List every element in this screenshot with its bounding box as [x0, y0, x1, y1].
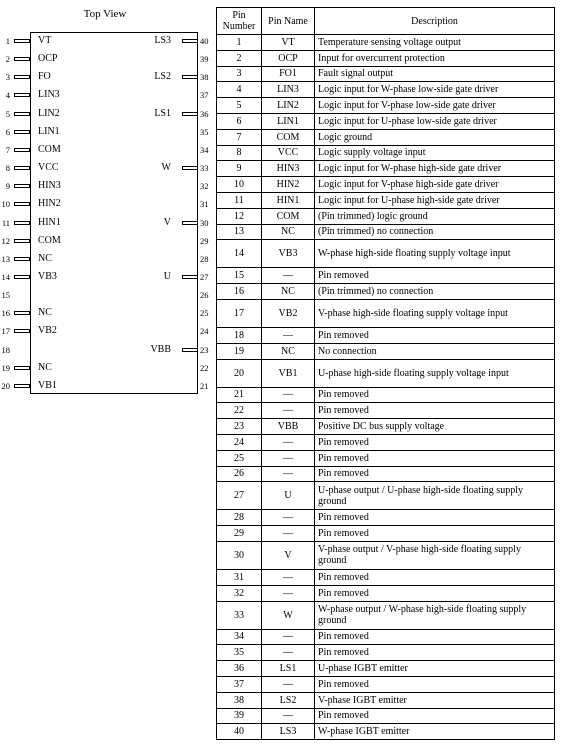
- cell-pin-name: NC: [262, 224, 315, 240]
- cell-pin-number: 31: [217, 569, 262, 585]
- cell-description: W-phase output / W-phase high-side floating supply ground: [315, 601, 555, 629]
- package-diagram: [0, 0, 215, 400]
- right-pin: [0, 272, 215, 284]
- pin-label: LIN3: [38, 89, 60, 101]
- cell-description: V-phase IGBT emitter: [315, 692, 555, 708]
- cell-pin-number: 39: [217, 708, 262, 724]
- cell-pin-number: 19: [217, 343, 262, 359]
- cell-pin-number: 14: [217, 240, 262, 268]
- cell-pin-number: 2: [217, 50, 262, 66]
- pin-number: 39: [200, 54, 209, 65]
- pin-label: COM: [38, 143, 61, 155]
- cell-pin-number: 20: [217, 359, 262, 387]
- pin-number: 20: [1, 380, 10, 391]
- cell-pin-number: 26: [217, 466, 262, 482]
- cell-pin-number: 1: [217, 35, 262, 51]
- pin-label: COM: [38, 234, 61, 246]
- cell-pin-name: LIN2: [262, 98, 315, 114]
- pin-number: 13: [1, 253, 10, 264]
- cell-description: Logic input for W-phase high-side gate driver: [315, 161, 555, 177]
- cell-description: V-phase high-side floating supply voltage input: [315, 299, 555, 327]
- pin-label: W: [161, 162, 171, 173]
- pin-label: LS3: [154, 35, 171, 46]
- table-row: [217, 569, 555, 585]
- pin-table-header-row: [217, 8, 555, 35]
- table-row: [217, 359, 555, 387]
- pin-label: NC: [38, 252, 52, 264]
- pin-label: U: [163, 270, 171, 282]
- table-row: [217, 526, 555, 542]
- cell-pin-number: 21: [217, 387, 262, 403]
- table-row: [217, 482, 555, 510]
- cell-pin-name: V: [262, 541, 315, 569]
- cell-pin-name: FO1: [262, 66, 315, 82]
- cell-description: U-phase IGBT emitter: [315, 661, 555, 677]
- cell-description: Input for overcurrent protection: [315, 50, 555, 66]
- cell-pin-number: 17: [217, 299, 262, 327]
- cell-description: Fault signal output: [315, 66, 555, 82]
- right-pin: [0, 36, 215, 48]
- table-row: [217, 268, 555, 284]
- cell-description: Pin removed: [315, 645, 555, 661]
- pin-lead: [182, 348, 198, 352]
- cell-pin-number: 5: [217, 98, 262, 114]
- pin-lead: [182, 166, 198, 170]
- cell-description: U-phase high-side floating supply voltage input: [315, 359, 555, 387]
- pin-number: 14: [1, 271, 10, 282]
- cell-pin-number: 38: [217, 692, 262, 708]
- pin-number: 28: [200, 253, 209, 264]
- cell-description: Logic input for V-phase high-side gate driver: [315, 177, 555, 193]
- cell-pin-name: —: [262, 403, 315, 419]
- table-row: [217, 510, 555, 526]
- cell-description: Pin removed: [315, 403, 555, 419]
- cell-description: Pin removed: [315, 510, 555, 526]
- cell-pin-number: 6: [217, 113, 262, 129]
- pin-number: 9: [5, 181, 10, 192]
- cell-description: Pin removed: [315, 708, 555, 724]
- pin-label: OCP: [38, 53, 58, 65]
- cell-pin-number: 11: [217, 192, 262, 208]
- cell-pin-number: 25: [217, 450, 262, 466]
- cell-pin-number: 24: [217, 434, 262, 450]
- cell-pin-name: VB3: [262, 240, 315, 268]
- cell-pin-name: —: [262, 466, 315, 482]
- pin-number: 21: [200, 380, 209, 391]
- cell-pin-name: LS3: [262, 724, 315, 740]
- pin-table-body: [217, 35, 555, 740]
- pin-label: HIN1: [38, 216, 61, 228]
- cell-description: (Pin trimmed) no connection: [315, 284, 555, 300]
- right-pin: [0, 109, 215, 121]
- table-row: [217, 208, 555, 224]
- pin-label: VB3: [38, 270, 57, 282]
- cell-pin-name: COM: [262, 208, 315, 224]
- cell-pin-name: W: [262, 601, 315, 629]
- table-row: [217, 661, 555, 677]
- pin-number: 4: [5, 90, 10, 101]
- pin-label: VCC: [38, 162, 59, 173]
- cell-pin-number: 16: [217, 284, 262, 300]
- table-row: [217, 98, 555, 114]
- pin-table: [216, 7, 555, 740]
- pin-label: VB2: [38, 325, 57, 337]
- right-pin: [0, 236, 215, 248]
- table-row: [217, 676, 555, 692]
- cell-description: Logic input for U-phase low-side gate driver: [315, 113, 555, 129]
- right-pin: [0, 54, 215, 66]
- pin-label: LS2: [154, 71, 171, 83]
- cell-pin-number: 22: [217, 403, 262, 419]
- cell-description: Logic input for V-phase low-side gate driver: [315, 98, 555, 114]
- pin-number: 3: [5, 72, 10, 83]
- pin-number: 19: [1, 362, 10, 373]
- pin-number: 25: [200, 308, 209, 319]
- pin-number: 35: [200, 126, 209, 137]
- cell-pin-name: OCP: [262, 50, 315, 66]
- cell-pin-name: NC: [262, 284, 315, 300]
- table-row: [217, 50, 555, 66]
- table-row: [217, 434, 555, 450]
- cell-pin-number: 9: [217, 161, 262, 177]
- pin-label: HIN3: [38, 180, 61, 192]
- pin-number: 29: [200, 235, 209, 246]
- pin-number: 11: [1, 217, 10, 228]
- table-row: [217, 692, 555, 708]
- pin-lead: [182, 39, 198, 43]
- pin-number: 33: [200, 163, 209, 173]
- cell-description: Pin removed: [315, 268, 555, 284]
- pin-number: 31: [200, 199, 209, 210]
- cell-pin-name: —: [262, 268, 315, 284]
- table-row: [217, 284, 555, 300]
- table-row: [217, 192, 555, 208]
- pin-number: 40: [200, 36, 209, 46]
- cell-pin-name: VCC: [262, 145, 315, 161]
- pin-lead: [182, 221, 198, 225]
- table-row: [217, 450, 555, 466]
- pin-number: 10: [1, 199, 10, 210]
- pin-number: 18: [1, 344, 10, 355]
- table-row: [217, 585, 555, 601]
- pin-number: 37: [200, 90, 209, 101]
- table-row: [217, 177, 555, 193]
- cell-description: V-phase output / V-phase high-side floating supply ground: [315, 541, 555, 569]
- cell-description: Pin removed: [315, 450, 555, 466]
- cell-pin-name: —: [262, 585, 315, 601]
- right-pin: [0, 90, 215, 102]
- pin-label: FO: [38, 71, 51, 83]
- pin-number: 26: [200, 290, 209, 301]
- pin-label: V: [163, 216, 171, 228]
- cell-pin-number: 23: [217, 419, 262, 435]
- cell-pin-name: VBB: [262, 419, 315, 435]
- cell-pin-name: —: [262, 645, 315, 661]
- right-pin: [0, 345, 215, 357]
- table-row: [217, 82, 555, 98]
- pin-number: 17: [1, 326, 10, 337]
- cell-description: Pin removed: [315, 327, 555, 343]
- cell-pin-name: LS2: [262, 692, 315, 708]
- right-pin: [0, 199, 215, 211]
- pin-label: LIN1: [38, 125, 60, 137]
- right-pin: [0, 181, 215, 193]
- table-row: [217, 113, 555, 129]
- cell-pin-name: —: [262, 629, 315, 645]
- pin-number: 34: [200, 144, 209, 155]
- header-description: Description: [315, 8, 555, 35]
- pin-number: 32: [200, 181, 209, 192]
- pin-number: 6: [5, 126, 10, 137]
- cell-pin-number: 13: [217, 224, 262, 240]
- pin-label: LIN2: [38, 107, 60, 119]
- cell-description: Pin removed: [315, 569, 555, 585]
- cell-description: W-phase IGBT emitter: [315, 724, 555, 740]
- header-pin-name: Pin Name: [262, 8, 315, 35]
- cell-pin-number: 32: [217, 585, 262, 601]
- pin-label: LS1: [154, 107, 171, 119]
- cell-description: Pin removed: [315, 629, 555, 645]
- cell-pin-number: 8: [217, 145, 262, 161]
- cell-description: Logic input for W-phase low-side gate driver: [315, 82, 555, 98]
- cell-description: Pin removed: [315, 466, 555, 482]
- table-row: [217, 601, 555, 629]
- cell-description: Logic input for U-phase high-side gate driver: [315, 192, 555, 208]
- pin-lead: [182, 112, 198, 116]
- cell-pin-name: —: [262, 676, 315, 692]
- cell-pin-name: VB1: [262, 359, 315, 387]
- pin-lead: [182, 75, 198, 79]
- table-row: [217, 145, 555, 161]
- cell-pin-number: 10: [217, 177, 262, 193]
- right-pin: [0, 381, 215, 393]
- right-pin: [0, 163, 215, 175]
- cell-pin-name: HIN2: [262, 177, 315, 193]
- pin-number: 27: [200, 271, 209, 282]
- cell-pin-number: 30: [217, 541, 262, 569]
- table-row: [217, 419, 555, 435]
- pin-number: 22: [200, 362, 209, 373]
- cell-description: Pin removed: [315, 676, 555, 692]
- table-row: [217, 327, 555, 343]
- table-row: [217, 224, 555, 240]
- table-row: [217, 161, 555, 177]
- cell-pin-number: 29: [217, 526, 262, 542]
- package-title: Top View: [83, 8, 127, 20]
- pin-number: 24: [200, 326, 209, 337]
- cell-pin-name: LS1: [262, 661, 315, 677]
- table-row: [217, 629, 555, 645]
- cell-pin-name: —: [262, 510, 315, 526]
- pin-number: 23: [200, 344, 209, 355]
- cell-pin-number: 28: [217, 510, 262, 526]
- pin-label: VB1: [38, 379, 57, 391]
- pin-number: 1: [5, 36, 10, 46]
- table-row: [217, 708, 555, 724]
- cell-pin-name: COM: [262, 129, 315, 145]
- pin-label: HIN2: [38, 198, 61, 210]
- cell-pin-number: 33: [217, 601, 262, 629]
- cell-pin-name: HIN1: [262, 192, 315, 208]
- table-row: [217, 724, 555, 740]
- pin-number: 15: [1, 290, 10, 301]
- cell-pin-name: VT: [262, 35, 315, 51]
- table-row: [217, 645, 555, 661]
- cell-pin-name: VB2: [262, 299, 315, 327]
- cell-pin-number: 3: [217, 66, 262, 82]
- cell-pin-name: —: [262, 708, 315, 724]
- table-row: [217, 240, 555, 268]
- cell-pin-name: —: [262, 327, 315, 343]
- cell-description: Pin removed: [315, 585, 555, 601]
- pin-number: 30: [200, 217, 209, 228]
- cell-description: Pin removed: [315, 387, 555, 403]
- cell-pin-name: —: [262, 434, 315, 450]
- right-pin: [0, 127, 215, 139]
- table-row: [217, 35, 555, 51]
- cell-pin-number: 34: [217, 629, 262, 645]
- cell-pin-number: 36: [217, 661, 262, 677]
- pin-number: 7: [5, 144, 10, 155]
- cell-pin-name: —: [262, 387, 315, 403]
- table-row: [217, 541, 555, 569]
- pin-number: 16: [1, 308, 10, 319]
- cell-description: No connection: [315, 343, 555, 359]
- cell-description: (Pin trimmed) no connection: [315, 224, 555, 240]
- cell-pin-number: 18: [217, 327, 262, 343]
- cell-pin-number: 15: [217, 268, 262, 284]
- cell-description: Logic supply voltage input: [315, 145, 555, 161]
- cell-description: W-phase high-side floating supply voltage input: [315, 240, 555, 268]
- table-row: [217, 299, 555, 327]
- right-pin: [0, 326, 215, 338]
- table-row: [217, 466, 555, 482]
- table-row: [217, 387, 555, 403]
- header-pin-number: Pin Number: [217, 8, 262, 35]
- cell-pin-name: —: [262, 450, 315, 466]
- cell-description: Pin removed: [315, 526, 555, 542]
- cell-pin-number: 40: [217, 724, 262, 740]
- pin-lead: [182, 275, 198, 279]
- cell-pin-number: 27: [217, 482, 262, 510]
- cell-pin-number: 37: [217, 676, 262, 692]
- cell-pin-name: U: [262, 482, 315, 510]
- cell-description: (Pin trimmed) logic ground: [315, 208, 555, 224]
- pin-number: 5: [5, 108, 10, 119]
- cell-pin-number: 35: [217, 645, 262, 661]
- cell-pin-name: NC: [262, 343, 315, 359]
- pin-number: 12: [1, 235, 10, 246]
- right-pin: [0, 145, 215, 157]
- pin-label: NC: [38, 361, 52, 373]
- cell-description: U-phase output / U-phase high-side floating supply ground: [315, 482, 555, 510]
- table-row: [217, 403, 555, 419]
- cell-pin-name: —: [262, 569, 315, 585]
- table-row: [217, 129, 555, 145]
- cell-pin-name: HIN3: [262, 161, 315, 177]
- right-pin: [0, 254, 215, 266]
- table-row: [217, 66, 555, 82]
- pin-number: 38: [200, 72, 209, 83]
- pin-number: 36: [200, 108, 209, 119]
- right-pin: [0, 218, 215, 230]
- cell-description: Logic ground: [315, 129, 555, 145]
- cell-description: Temperature sensing voltage output: [315, 35, 555, 51]
- cell-pin-number: 12: [217, 208, 262, 224]
- cell-pin-name: LIN1: [262, 113, 315, 129]
- pin-number: 2: [5, 54, 10, 65]
- cell-description: Pin removed: [315, 434, 555, 450]
- right-pin: [0, 72, 215, 84]
- cell-pin-number: 7: [217, 129, 262, 145]
- right-pin: [0, 290, 215, 302]
- cell-pin-number: 4: [217, 82, 262, 98]
- table-row: [217, 343, 555, 359]
- pin-label: VBB: [150, 343, 171, 355]
- pin-label: NC: [38, 307, 52, 319]
- cell-description: Positive DC bus supply voltage: [315, 419, 555, 435]
- right-pin: [0, 308, 215, 320]
- cell-pin-name: —: [262, 526, 315, 542]
- pin-label: VT: [38, 35, 52, 46]
- cell-pin-name: LIN3: [262, 82, 315, 98]
- right-pin: [0, 363, 215, 375]
- package-body: [30, 32, 198, 394]
- pin-number: 8: [5, 163, 10, 173]
